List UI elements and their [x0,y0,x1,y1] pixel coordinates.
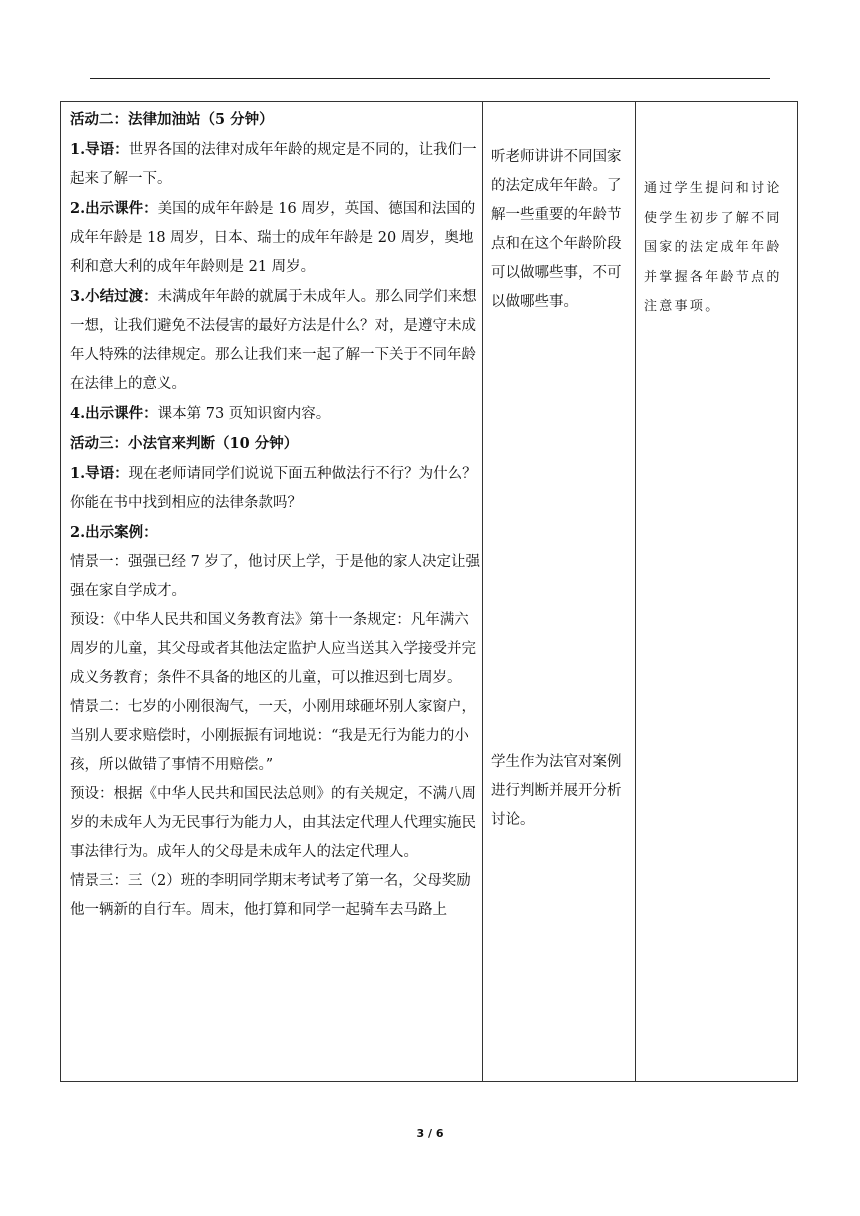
activity-two-title: 活动二：法律加油站（5 分钟） [70,111,274,128]
paragraph: 4.出示课件：课本第 73 页知识窗内容。 [70,405,331,422]
column-divider [635,102,636,1081]
design-intent-column: 通过学生提问和讨论使学生初步了解不同国家的法定成年年龄并掌握各年龄节点的注意事项。 [644,181,782,314]
paragraph: 2.出示案例： [70,524,158,541]
paragraph: 1.导语：现在老师请同学们说说下面五种做法行不行？为什么？你能在书中找到相应的法律条款吗？ [70,465,477,511]
student-activity-block: 学生作为法官对案例进行判断并展开分析讨论。 [491,754,622,828]
preset-one: 预设：《中华人民共和国义务教育法》第十一条规定：凡年满六周岁的儿童，其父母或者其他法定监护人应当送其入学接受并完成义务教育；条件不具备的地区的儿童，可以推迟到七周岁。 [70,612,476,686]
teacher-activity-column [70,105,480,925]
lesson-table [60,101,798,1082]
paragraph: 2.出示课件：美国的成年年龄是 16 周岁，英国、德国和法国的成年年龄是 18 周岁，日本、瑞士的成年年龄是 20 周岁，奥地利和意大利的成年年龄则是 21 周岁。 [70,200,476,275]
preset-two: 预设：根据《中华人民共和国民法总则》的有关规定，不满八周岁的未成年人为无民事行为能力人，由其法定代理人代理实施民事法律行为。成年人的父母是未成年人的法定代理人。 [70,786,476,860]
activity-three-title: 活动三：小法官来判断（10 分钟） [70,435,299,452]
case-three: 情景三：三（2）班的李明同学期末考试考了第一名，父母奖励他一辆新的自行车。周末，他打算和同学一起骑车去马路上 [70,873,471,918]
case-two: 情景二：七岁的小刚很淘气，一天，小刚用球砸坏别人家窗户，当别人要求赔偿时，小刚振振有词地说：“我是无行为能力的小孩，所以做错了事情不用赔偿。” [70,699,476,773]
column-divider [482,102,483,1081]
paragraph: 1.导语：世界各国的法律对成年年龄的规定是不同的，让我们一起来了解一下。 [70,141,477,187]
header-rule [90,78,770,79]
paragraph: 3.小结过渡：未满成年年龄的就属于未成年人。那么同学们来想一想，让我们避免不法侵害的最好方法是什么？对，是遵守未成年人特殊的法律规定。那么让我们来一起了解一下关于不同年龄在法律上的意义。 [70,288,477,392]
case-one: 情景一：强强已经 7 岁了，他讨厌上学，于是他的家人决定让强强在家自学成才。 [70,554,480,599]
page-number: 3 / 6 [416,1127,444,1140]
student-activity-block: 听老师讲讲不同国家的法定成年年龄。了解一些重要的年龄节点和在这个年龄阶段可以做哪些事，不可以做哪些事。 [491,149,622,310]
